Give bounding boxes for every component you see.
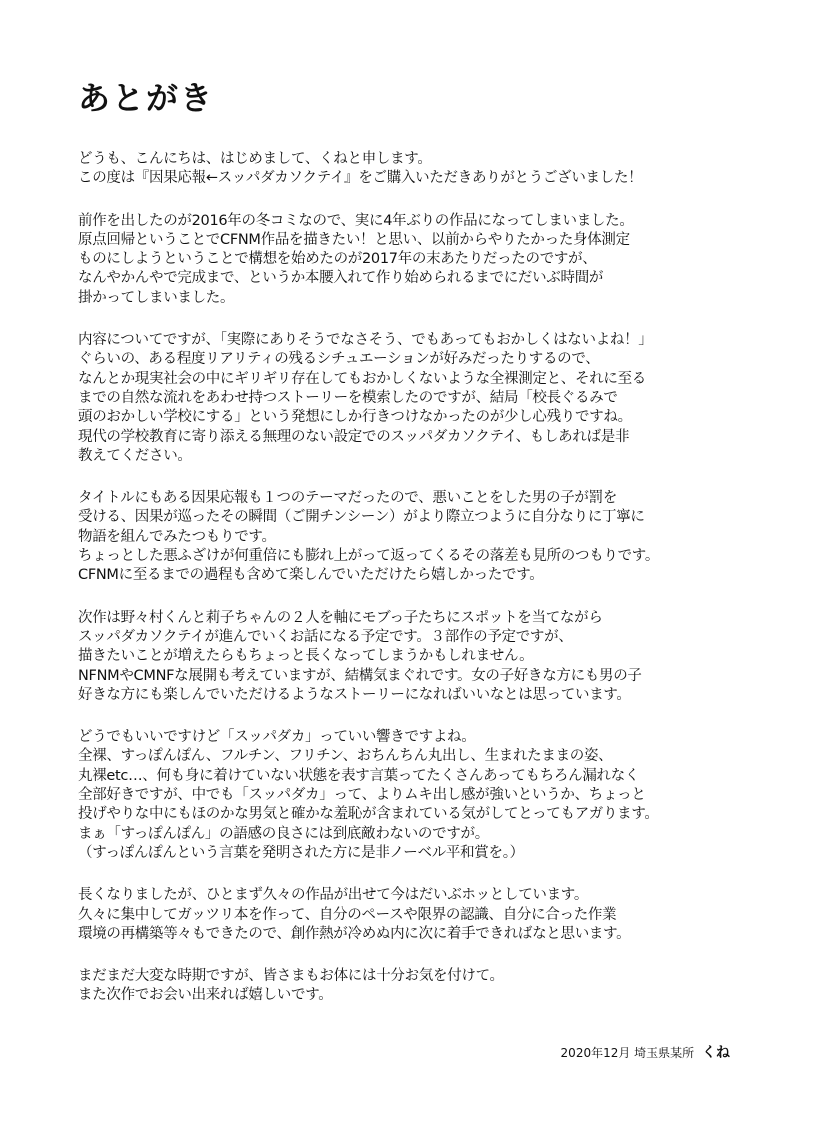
text-line: 物語を組んでみたつもりです。 <box>78 528 276 545</box>
text-line: 全部好きですが、中でも「スッパダカ」って、よりムキ出し感が強いというか、ちょっと <box>78 787 646 804</box>
footer-signature-block <box>561 1043 730 1063</box>
text-line: ものにしようということで構想を始めたのが2017年の末あたりだったのですが、 <box>78 251 597 268</box>
text-line: 原点回帰ということでCFNM作品を描きたい！と思い、以前からやりたかった身体測定 <box>78 231 630 248</box>
text-line: この度は『因果応報←スッパダカソクテイ』をご購入いただきありがとうございました！ <box>78 170 643 187</box>
page-title: あとがき <box>78 79 215 117</box>
paragraph <box>78 728 758 863</box>
footer-date-place: 2020年12月 埼玉県某所 <box>560 1046 695 1060</box>
text-line: まぁ「すっぽんぽん」の語感の良さには到底敵わないのですが。 <box>78 825 489 842</box>
text-line: 受ける、因果が巡ったその瞬間（ご開チンシーン）がより際立つように自分なりに丁寧に <box>78 509 645 526</box>
text-line: 投げやりな中にもほのかな男気と確かな羞恥が含まれている気がしてとってもアガります。 <box>78 806 659 823</box>
text-line: （すっぽんぽんという言葉を発明された方に是非ノーベル平和賞を。） <box>78 844 524 861</box>
text-line: タイトルにもある因果応報も１つのテーマだったので、悪いことをした男の子が罰を <box>78 490 618 507</box>
text-line: 内容についてですが、「実際にありそうでなさそう、でもあってもおかしくはないよね！」 <box>78 332 653 349</box>
text-line: 環境の再構築等々もできたので、創作熱が冷めぬ内に次に着手できればなと思います。 <box>78 925 631 942</box>
text-line: NFNMやCMNFな展開も考えていますが、結構気まぐれです。女の子好きな方にも男の子 <box>78 667 642 684</box>
footer-signature: くね <box>702 1045 730 1061</box>
text-line: 頭のおかしい学校にする」という発想にしか行きつけなかったのが少し心残りですね。 <box>78 409 632 426</box>
text-line: 次作は野々村くんと莉子ちゃんの２人を軸にモブっ子たちにスポットを当てながら <box>78 609 603 626</box>
text-line: CFNMに至るまでの過程も含めて楽しんでいただけたら嬉しかったです。 <box>78 567 544 584</box>
text-line: なんやかんやで完成まで、というか本腰入れて作り始められるまでにだいぶ時間が <box>78 270 604 287</box>
text-line: 丸裸etc…、何も身に着けていない状態を表す言葉ってたくさんあってもちろん漏れなく <box>78 767 640 784</box>
text-line: なんとか現実社会の中にギリギリ存在してもおかしくないような全裸測定と、それに至る <box>78 370 646 387</box>
afterword-body <box>78 150 758 1029</box>
text-line: 掛かってしまいました。 <box>78 289 235 306</box>
text-line: までの自然な流れをあわせ持つストーリーを模索したのですが、結局「校長ぐるみで <box>78 389 618 406</box>
paragraph <box>78 886 758 944</box>
paragraph <box>78 609 758 705</box>
text-line: 好きな方にも楽しんでいただけるようなストーリーになればいいなとは思っています。 <box>78 686 631 703</box>
text-line: まだまだ大変な時期ですが、皆さまもお体には十分お気を付けて。 <box>78 968 504 985</box>
text-line: ぐらいの、ある程度リアリティの残るシチュエーションが好みだったりするので、 <box>78 351 600 368</box>
text-line: 久々に集中してガッツリ本を作って、自分のペースや限界の認識、自分に合った作業 <box>78 906 617 923</box>
text-line: ちょっとした悪ふざけが何重倍にも膨れ上がって返ってくるその落差も見所のつもりです。 <box>78 548 660 565</box>
text-line: 全裸、すっぽんぽん、フルチン、フリチン、おちんちん丸出し、生まれたままの姿、 <box>78 748 613 765</box>
paragraph <box>78 967 758 1006</box>
paragraph <box>78 150 758 189</box>
text-line: また次作でお会い出来れば嬉しいです。 <box>78 987 333 1004</box>
paragraph <box>78 331 758 466</box>
text-line: どうでもいいですけど「スッパダカ」っていい響きですよね。 <box>78 729 476 746</box>
text-line: 描きたいことが増えたらもちょっと長くなってしまうかもしれません。 <box>78 648 534 665</box>
paragraph <box>78 212 758 308</box>
paragraph <box>78 489 758 585</box>
text-line: 教えてください。 <box>78 447 192 464</box>
text-line: 長くなりましたが、ひとまず久々の作品が出せて今はだいぶホッとしています。 <box>78 887 589 904</box>
text-line: 現代の学校教育に寄り添える無理のない設定でのスッパダカソクテイ、もしあれば是非 <box>78 428 630 445</box>
text-line: スッパダカソクテイが進んでいくお話になる予定です。３部作の予定ですが、 <box>78 628 573 645</box>
text-line: 前作を出したのが2016年の冬コミなので、実に4年ぶりの作品になってしまいました。 <box>78 212 634 229</box>
text-line: どうも、こんにちは、はじめまして、くねと申します。 <box>78 151 432 167</box>
